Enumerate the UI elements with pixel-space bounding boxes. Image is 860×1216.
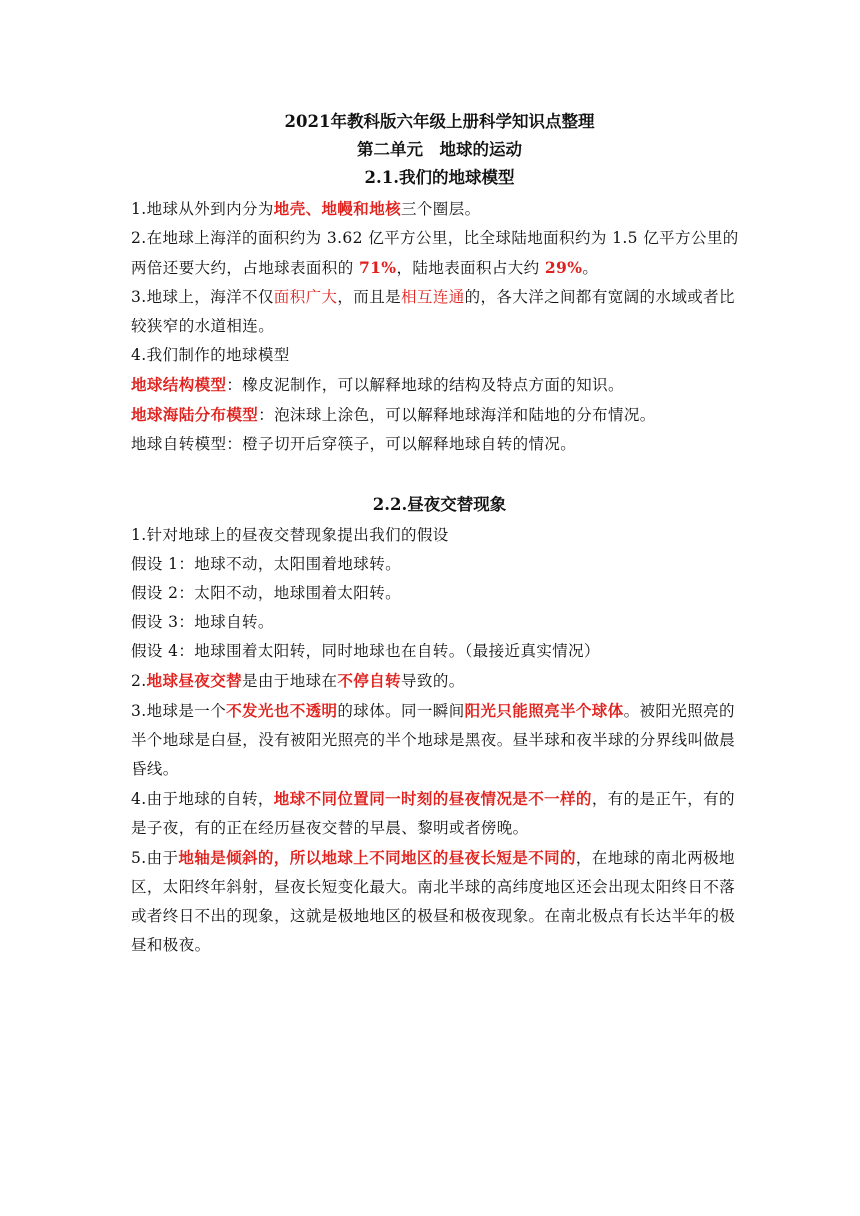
highlight-text: 地球结构模型 (131, 375, 227, 394)
model-land-sea: 地球海陆分布模型：泡沫球上涂色，可以解释地球海洋和陆地的分布情况。 (131, 405, 656, 424)
paragraph-s2-2: 2.地球昼夜交替是由于地球在不停自转导致的。 (131, 671, 465, 690)
hypothesis-4: 假设 4：地球围着太阳转，同时地球也在自转。（最接近真实情况） (131, 642, 600, 660)
hypothesis-3: 假设 3：地球自转。 (131, 613, 274, 631)
section-title-2-1: 2.1.我们的地球模型 (364, 168, 515, 187)
highlight-text: 不停自转 (337, 671, 402, 690)
paragraph-4: 4.我们制作的地球模型 (131, 346, 290, 364)
highlight-text: 29% (544, 258, 583, 277)
paragraph-s2-1: 1.针对地球上的昼夜交替现象提出我们的假设 (131, 526, 449, 544)
document-title: 2021年教科版六年级上册科学知识点整理 (284, 112, 595, 131)
highlight-text: 面积广大 (273, 288, 338, 306)
highlight-text: 地球不同位置同一时刻的昼夜情况是不一样的 (273, 789, 592, 808)
highlight-text: 相互连通 (401, 288, 465, 306)
highlight-text: 地壳、地幔和地核 (273, 199, 401, 218)
paragraph-1: 1.地球从外到内分为地壳、地幔和地核三个圈层。 (131, 199, 481, 218)
hypothesis-1: 假设 1：地球不动，太阳围着地球转。 (131, 555, 401, 573)
highlight-text: 不发光也不透明 (226, 701, 338, 720)
paragraph-3: 3.地球上，海洋不仅面积广大，而且是相互连通的，各大洋之间都有宽阔的水域或者比较狭窄的水道相连。 (131, 288, 735, 335)
section-title-2-2: 2.2.昼夜交替现象 (372, 495, 507, 514)
section-gap (131, 459, 740, 493)
highlight-text: 阳光只能照亮半个球体 (464, 701, 624, 720)
model-structure: 地球结构模型：橡皮泥制作，可以解释地球的结构及特点方面的知识。 (131, 375, 624, 394)
paragraph-s2-4: 4.由于地球的自转，地球不同位置同一时刻的昼夜情况是不一样的，有的是正午，有的是子夜，有的正在经历昼夜交替的早晨、黎明或者傍晚。 (131, 789, 735, 837)
highlight-text: 地球昼夜交替 (146, 671, 242, 690)
highlight-text: 地轴是倾斜的，所以地球上不同地区的昼夜长短是不同的 (178, 848, 576, 867)
hypothesis-2: 假设 2：太阳不动，地球围着太阳转。 (131, 584, 401, 602)
paragraph-s2-5: 5.由于地轴是倾斜的，所以地球上不同地区的昼夜长短是不同的，在地球的南北两极地区，太阳终年斜射，昼夜长短变化最大。南北半球的高纬度地区还会出现太阳终日不落或者终日不出的现象，这就是极地地区的极昼和极夜现象。在南北极点有长达半年的极昼和极夜。 (131, 848, 736, 954)
model-rotation: 地球自转模型：橙子切开后穿筷子，可以解释地球自转的情况。 (131, 435, 577, 453)
unit-title: 第二单元 地球的运动 (357, 140, 522, 159)
highlight-text: 71% (358, 258, 397, 277)
paragraph-2: 2.在地球上海洋的面积约为 3.62 亿平方公里，比全球陆地面积约为 1.5 亿平方公里的两倍还要大约，占地球表面积的 71%，陆地表面积占大约 29%。 (131, 229, 739, 277)
highlight-text: 地球海陆分布模型 (131, 405, 259, 424)
paragraph-s2-3: 3.地球是一个不发光也不透明的球体。同一瞬间阳光只能照亮半个球体。被阳光照亮的半个地球是白昼，没有被阳光照亮的半个地球是黑夜。昼半球和夜半球的分界线叫做晨昏线。 (131, 701, 736, 778)
